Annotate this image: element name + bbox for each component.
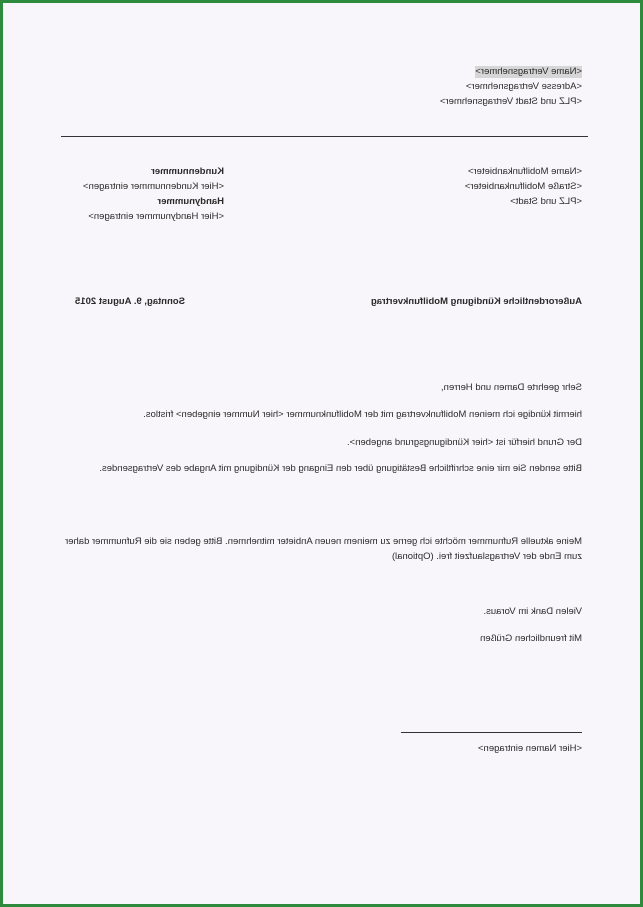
letter-date: Sonntag, 9. August 2015: [75, 296, 185, 307]
thanks-line: Vielen Dank im Voraus.: [483, 606, 582, 617]
mirrored-letter: [3, 3, 640, 904]
salutation: Sehr geehrte Damen und Herren,: [441, 382, 582, 393]
body-paragraph-2: Der Grund hierfür ist <hier Kündigungsgrund angeben>.: [346, 437, 582, 448]
header-divider: [61, 136, 588, 137]
signature-line: [401, 732, 582, 733]
body-paragraph-3: Bitte senden Sie mir eine schriftliche Bestätigung über den Eingang der Kündigung mit Angabe des Vertragsendes.: [99, 463, 582, 474]
body-paragraph-4: Meine aktuelle Rufnummer möchte ich gerne zu meinem neuen Anbieter mitnehmen. Bitte geben sie die Rufnummer daher zum Ende der Vertragslaufzeit frei. (Optional): [65, 536, 582, 562]
sender-address: <Adresse Vertragsnehmer>: [465, 81, 582, 92]
body-paragraph-1: hiermit kündige ich meinen Mobilfunkvertrag mit der Mobilfunknummer <hier Nummer eingeben> fristlos.: [143, 409, 582, 420]
subject-line: Außerordentliche Kündigung Mobilfunkvertrag: [370, 296, 582, 307]
signature-name: <Hier Namen eintragen>: [477, 743, 582, 754]
phone-number-value: <Hier Handynummer eintragen>: [88, 211, 224, 222]
sender-city: <PLZ und Stadt Vertragsnehmer>: [439, 96, 582, 107]
recipient-city: <PLZ und Stadt>: [510, 196, 582, 207]
phone-number-label: Handynummer: [157, 196, 224, 207]
customer-number-value: <Hier Kundennummer eintragen>: [82, 181, 224, 192]
customer-number-label: Kundennummer: [151, 166, 224, 177]
recipient-street: <Straße Mobilfunkanbieter>: [464, 181, 582, 192]
closing-line: Mit freundlichen Grüßen: [480, 633, 582, 644]
sender-name: <Name Vertragsnehmer>: [475, 66, 582, 77]
recipient-name: <Name Mobilfunkanbieter>: [467, 166, 582, 177]
